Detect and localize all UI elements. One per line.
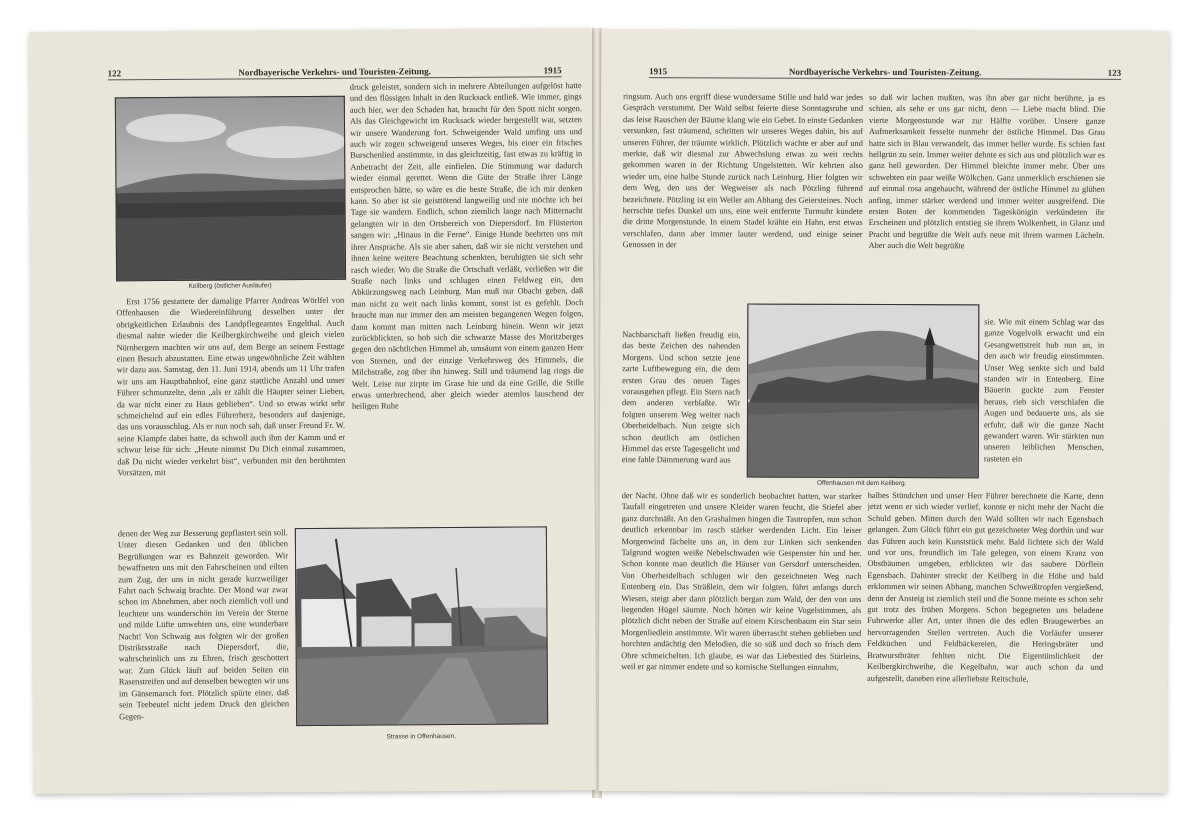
left-running-title: Nordbayerische Verkehrs- und Touristen-Zeitung. xyxy=(238,66,431,78)
right-col2-narrow-paragraph: sie. Wie mit einem Schlag war das ganze Vogelvolk erwacht und ein Gesangwettstreit hub nun an, in den auch wir freudig einstimmten. Unser Weg senkte sich und bald standen wir in Entenberg. Eine Bäuerin guckte zum Fenster heraus, rieb sich verschlafen die Augen und bedauerte uns, als sie erfuhr, daß wir die ganze Nacht gewandert waren. Wir stärkten nun unseren leiblichen Menschen, rasteten ein xyxy=(983,317,1105,464)
left-col1-top-text xyxy=(116,295,346,529)
right-col1-bottom-text xyxy=(621,490,862,781)
right-col1-narrow-paragraph: Nachbarschaft ließen freudig ein, das beste Zeichen des nahenden Morgens. Und schon setzte jene zarte Luftbewegung ein, die dem ersten Grau des neuen Tages vorausgehen pflegt. Ein Stern nach dem anderen verblaßte. Wir folgten unserem Weg weiter nach Oberheidelbach. Nun zeigte sich schon deutlich am östlichen Himmel das erste Tagesgelicht und eine fahle Dämmerung ward aus xyxy=(621,330,741,465)
right-col2-narrow-text xyxy=(984,316,1105,486)
caption-strasse-offenhausen: Strasse in Offenhausen. xyxy=(386,733,457,741)
caption-keilberg: Keilberg (östlicher Ausläufer) xyxy=(188,282,272,290)
right-col2-bottom-paragraph: halbes Stündchen und unser Herr Führer berechnete die Karte, denn jetzt wenn er sich wieder verlief, konnte er nicht mehr der Nacht die Schuld geben. Mitten durch den Wald sollten wir nach Egensbach gelangen. Zum Glück führt ein gut gezeichneter Weg dorthin und war das Führen auch kein Kunststück mehr. Bald lichtete sich der Wald und vor uns, freundlich im Tale gelegen, von einem Kranz von Obstbäumen umgeben, erblickten wir das saubere Dörflein Egensbach. Dahinter streckt der Keilberg in die Höhe und bald erklommen wir seinen Abhang, manchen Schweißtropfen vergießend, denn der Ansteig ist ziemlich steil und die Sonne meinte es schon sehr gut trotz des frühen Morgens. Schon begegneten uns beladene Fuhrwerke aller Art, unter ihnen die des edlen Braugewerbes an hervorragenden Stellen vertreten. Auch die Vorläufer unserer Feldküchen und Feldbäckereien, die Heringsbräter und Bratwurstbräter fehlten nicht. Die Eigentümlichkeit der Keilbergkirchweihe, die Kegelbahn, war auch schon da und aufgestellt, daneben eine allerliebste Reitschule, xyxy=(867,490,1104,684)
right-col2-top-paragraph: so daß wir lachen mußten, was ihn aber gar nicht berührte, ja es schien, als sehe er uns gar nicht, denn — Liebe macht blind. Die vierte Morgenstunde war zur Hälfte vorüber. Unsere ganze Aufmerksamkeit fesselte nunmehr der östliche Himmel. Das Grau hatte sich in Blau verwandelt, das immer heller wurde. Es schien fast hellgrün zu sein. Immer weiter dehnte es sich aus und plötzlich war es ganz hell geworden. Der Himmel bleichte immer mehr. Über uns schwebten ein paar weiße Wölkchen. Ganz unmerklich erschienen sie auf einmal rosa angehaucht, während der östliche Himmel zu glühen anfing, immer stärker werdend und immer weiter ausgreifend. Die ersten Boten der kommenden Tageskönigin verkündeten ihr Erscheinen und plötzlich entstieg sie ihrem Wolkenbett, in Glanz und Pracht und begrüßte die Welt aufs neue mit ihrem warmen Lächeln. Aber auch die Welt begrüßte xyxy=(868,92,1106,251)
photo-offenhausen-image xyxy=(748,305,979,478)
photo-keilberg-image xyxy=(116,97,345,281)
right-running-title: Nordbayerische Verkehrs- und Touristen-Zeitung. xyxy=(788,66,982,78)
right-col1-bottom-paragraph: der Nacht. Ohne daß wir es sonderlich beobachtet hatten, war starker Taufall eingetreten und unsere Kleider waren feucht, die Stiefel aber ganz durchnäßt. An den Grashalmen hingen die Tautropfen, nun schon deutlich erkennbar im rasch stärker werdenden Licht. Ein leiser Morgenwind fächelte uns an, in dem zur Linken sich senkenden Talgrund wogten weiße Nebelschwaden wie Gespenster hin und her. Schon konnte man deutlich die Häuser von Gersdorf unterscheiden. Von Oberheidelbach schlugen wir den gezeichneten Weg nach Entenberg ein. Das Sträßlein, dem wir folgten, führt anfangs durch Wiesen, steigt aber dann plötzlich bergan zum Wald, der den von uns liegenden Hügel säumte. Noch hörten wir keine Vogelstimmen, als plötzlich dicht neben der Straße auf einem Kirschenbaum ein Star sein Morgenliedlein anstimmte. Wir waren überrascht stehen geblieben und horchten andächtig den Melodien, die so süß und doch so frisch dem Ohre schmeichelten. Ich glaube, es war das Liebestied des Stärleins, weil er gar nimmer endete und so komische Stellungen einnahm, xyxy=(621,491,862,672)
right-col1-narrow-text xyxy=(622,329,741,489)
right-page-year: 1915 xyxy=(649,66,668,77)
right-col1-top-text xyxy=(622,91,863,330)
left-col2-paragraph: druck geleistet, sondern sich in mehrere Abteilungen aufgelöst hatte und den flüssigen Inhalt in den Rucksack entließ. Wie immer, gings auch hier, wer den Schaden hat, braucht für den Spott nicht sorgen. Als das Gleichgewicht im Rucksack wieder hergestellt war, setzten wir unsere Wanderung fort. Schweigender Wald umfing uns und auch wir zogen schweigend unseres Weges, bis einer ein frisches Burschenlied anstimmte, in das gleichzeitig, fast etwas zu kräftig in Anbetracht der Zeit, alle einfielen. Die Stimmung war dadurch wieder einmal gerettet. Wenn die Güte der Straße ihrer Länge entsprochen hätte, so wäre es die beste Straße, die ich mir denken kann. So aber ist sie geisttötend langweilig und nie möchte ich bei Tage sie wandern. Endlich, schon ziemlich lange nach Mitternacht gelangten wir in den Ortsbereich von Diepersdorf. Im Flüsterton sangen wir: „Hinaus in die Ferne“. Einige Hunde beehrten uns mit ihrer Ansprache. Als sie aber sahen, daß wir sie nicht verstehen und ihnen keine weitere Beachtung schenkten, beruhigten sie sich sehr rasch wieder. Wo die Straße die Ortschaft verläßt, verließen wir die Straße nach links und schlugen einen Feldweg ein, den Abkürzungsweg nach Leinburg. Man muß nur Obacht geben, daß man nicht zu weit nach links kommt, sonst ist es gefehlt. Doch braucht man nur immer den am meisten begangenen Wegen folgen, dann kommt man mitten nach Leinburg hinein. Wenn wir jetzt zurückblickten, so hob sich die schwarze Masse des Moritzberges gegen den nächtlichen Himmel ab, umsäumt von einem ganzen Heer von Sternen, und der einzige Verkehrsweg des Himmels, die Milchstraße, zog über ihn hinweg. Still und träumend lag rings die Welt. Leise nur zirpte im Grase hie und da eine Grille, die Stille etwas unterbrechend, aber gleich wieder atemlos lauschend der heiligen Ruhe xyxy=(349,81,584,412)
right-page-header xyxy=(649,65,1121,80)
photo-strasse-offenhausen xyxy=(295,526,548,726)
left-page-number: 122 xyxy=(107,68,122,79)
right-col1-top-paragraph: ringsum. Auch uns ergriff diese wundersame Stille und bald war jedes Gespräch verstummt. Der Wald selbst feierte diese Sonntagsruhe und das leise Rauschen der Bäume klang wie ein Gebet. In einste Gedanken versunken, fast träumend, schritten wir unseres Weges dahin, bis auf unseren Führer, der träumte wirklich. Plötzlich wachte er aber auf und merkte, daß wir diesmal zur Abwechslung etwas zu weit rechts gekommen waren in der Richtung Ungelstetten. Wir kehrten also wieder um, eine halbe Stunde zurück nach Leinburg. Hier folgten wir dem Weg, den uns der Wegweiser als nach Pötzling führend bezeichnete. Pötzling ist ein Weiler am Abhang des Geiersteines. Noch herrschte tiefes Dunkel um uns, eine weit entfernte Turmuhr kündete die dritte Morgenstunde. In einem Stadel krähte ein Hahn, erst etwas verschlafen, dann aber immer lauter werdend, und einige seiner Genossen in der xyxy=(622,92,864,250)
caption-offenhausen-keilberg: Offenhausen mit dem Keilberg. xyxy=(816,479,907,488)
right-col2-bottom-text xyxy=(867,490,1104,783)
left-page-year: 1915 xyxy=(543,65,562,76)
photo-strasse-image xyxy=(296,527,547,725)
right-page xyxy=(599,29,1170,793)
right-col2-top-text xyxy=(868,92,1105,317)
left-page xyxy=(29,28,596,794)
left-col1-bottom-paragraph: denen der Weg zur Besserung gepflastert sein soll. Unter diesen Gedanken und den üblichen Begrüßungen war es Bahnzeit geworden. Wir bewaffneten uns mit den Fahrscheinen und eilten zum Zug, der uns in nicht gerade kurzweiliger Fahrt nach Schwaig brachte. Der Mond war zwar schon im Abnehmen, aber noch ziemlich voll und leuchtete uns wunderschön im Verein der Sterne und milde Lüfte umwehten uns, eine wunderbare Nacht! Von Schwaig aus folgten wir der großen Distriktsstraße nach Diepersdorf, die, wahrscheinlich uns zu Ehren, frisch geschottert war. Zum Glück läuft auf beiden Seiten ein Rasenstreifen und auf denselben bewegten wir uns im Gänsemarsch fort. Plötzlich spürte einer, daß sein Teebeutel nicht jedem Druck den gleichen Gegen- xyxy=(117,528,290,721)
left-col1-top-paragraph: Erst 1756 gestattete der damalige Pfarrer Andreas Wörlfel von Offenhausen die Wiedereinführung desselben unter der obrigkeitlichen Erlaubnis des Landpflegeamtes Engelthal. Auch diesmal nahte wieder die Keilbergkirchweihe und gleich vielen Nürnbergern machten wir uns auf, dem Berge an seinem Festtage einen Besuch abzustatten. Eine etwas ungewöhnliche Zeit wählten wir dazu aus. Samstag, den 11. Juni 1914, abends um 11 Uhr trafen wir uns am Hauptbahnhof, eine ganz stattliche Anzahl und unser Führer schmunzelte, denn „als er zählt die Häupter seiner Lieben, da war nicht einer zu Haus geblieben“. Und so etwas wirkt sehr schmeichelnd auf ein edles Führerherz, besonders auf dasjenige, das uns vorausschlug. Als er nun noch sah, daß unser Freund Fr. W. seine Klampfe dabei hatte, da schwoll auch ihm der Kamm und er schwur leise für sich: „Heute nimmst Du Dich einmal zusammen, daß Du nicht wieder verkehrt bist“, verbunden mit den berühmten Vorsätzen, mit xyxy=(116,295,346,478)
photo-keilberg xyxy=(115,96,346,282)
photo-offenhausen-keilberg xyxy=(747,304,980,479)
left-col2-text xyxy=(350,80,585,522)
left-col1-bottom-text xyxy=(118,527,290,790)
left-page-header xyxy=(108,64,562,80)
right-page-number: 123 xyxy=(1107,67,1122,78)
